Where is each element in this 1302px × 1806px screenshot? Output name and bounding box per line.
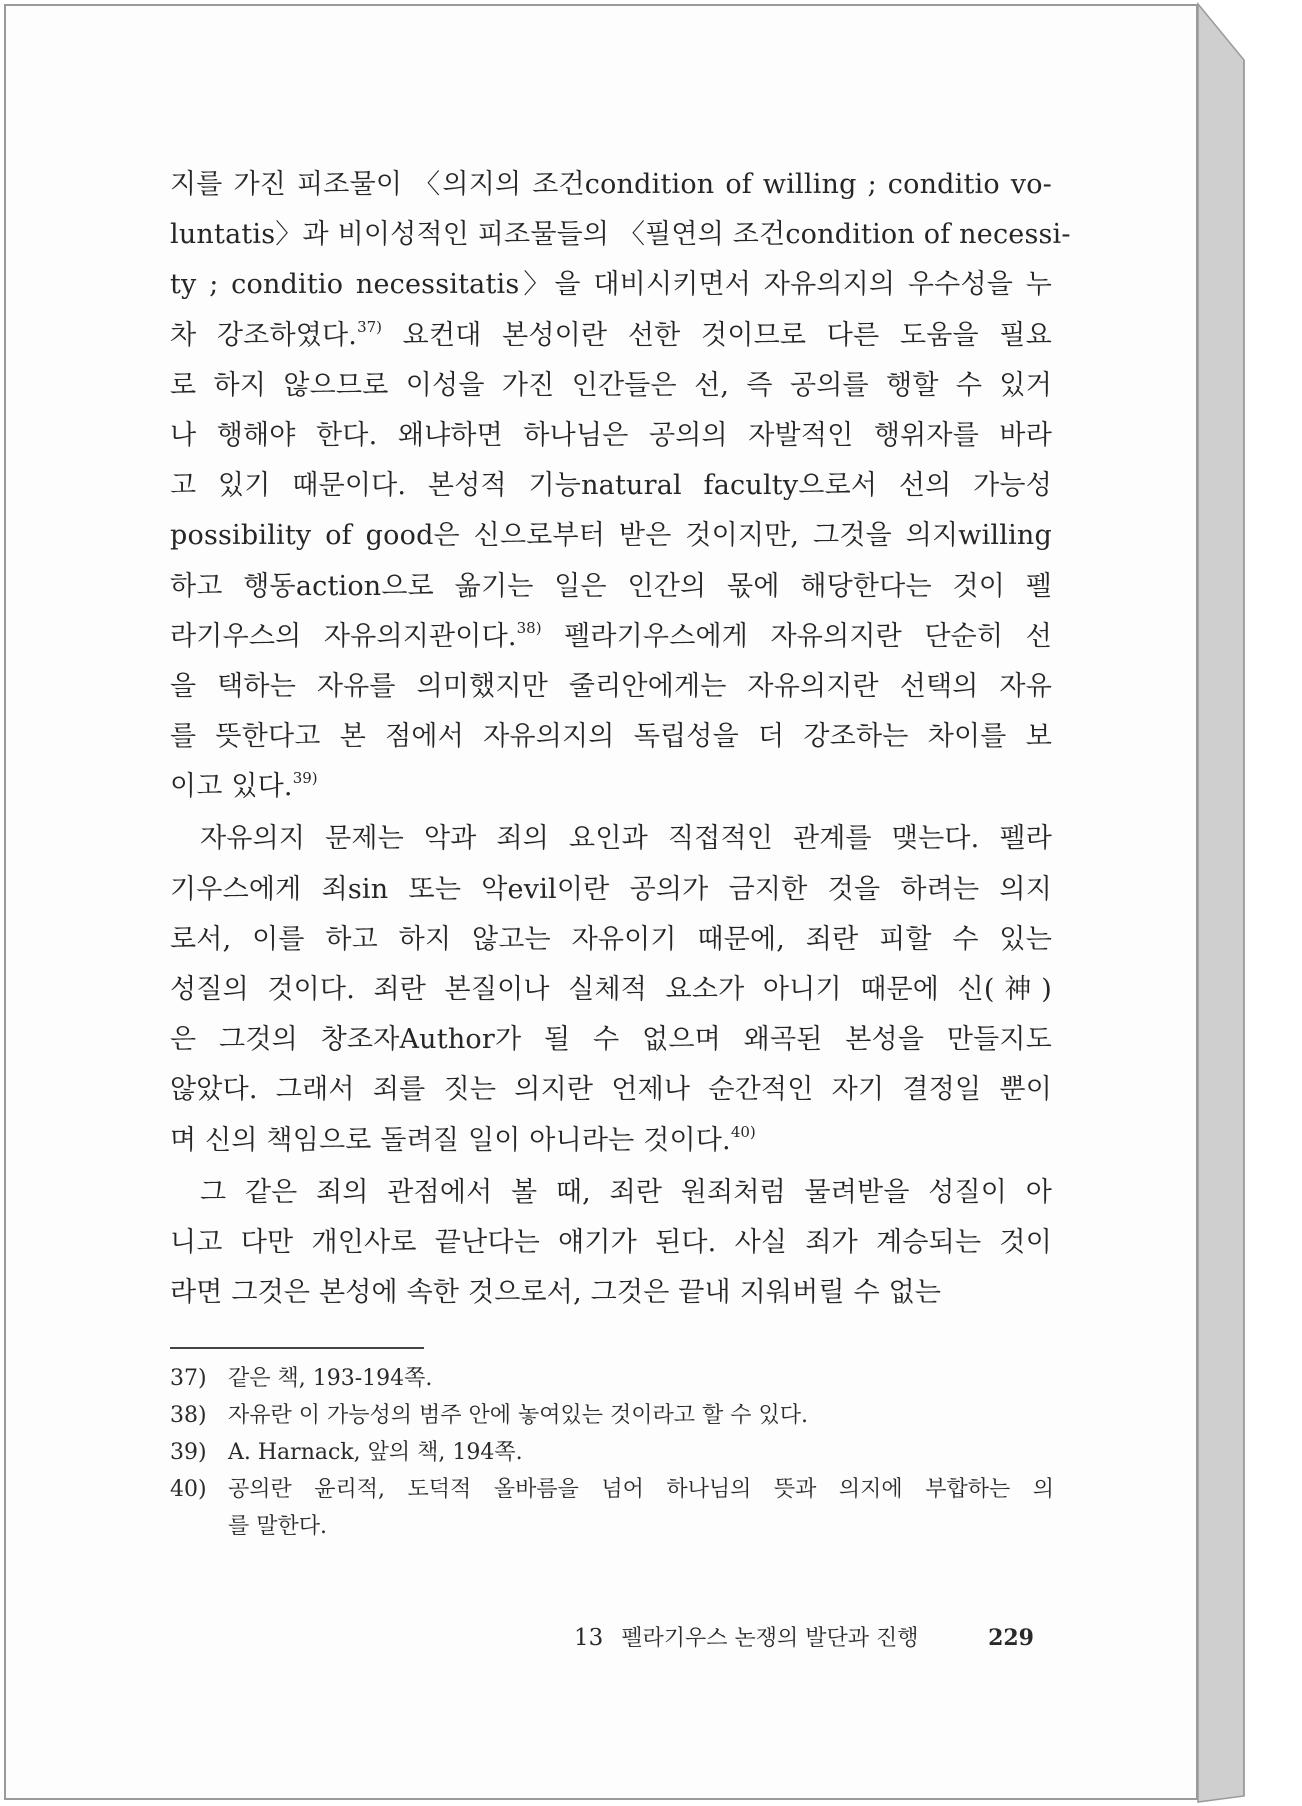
footnote-ref[interactable]: 39) [292,769,318,788]
footnotes [170,1360,1054,1545]
text-line: 기우스에게 죄sin 또는 악evil이란 공의가 금지한 것을 하려는 의지 [170,873,1052,905]
text-line: 성질의 것이다. 죄란 본질이나 실체적 요소가 아니기 때문에 신(神) [170,974,1052,1005]
footnote-text: 같은 책, 193-194쪽. [228,1366,433,1391]
footnote [170,1360,1054,1397]
text-line: 라기우스의 자유의지관이다.$^{38)}$ 펠라기우스에게 자유의지란 단순히 선 [170,618,1052,652]
text-line: 로서, 이를 하고 하지 않고는 자유이기 때문에, 죄란 피할 수 있는 [170,923,1052,955]
footnote-separator [170,1347,424,1349]
footnote-number: 38) [170,1403,207,1428]
text-line: 고 있기 때문이다. 본성적 기능natural faculty으로서 선의 가능성 [170,470,1052,502]
text-line: 니고 다만 개인사로 끝난다는 얘기가 된다. 사실 죄가 계승되는 것이 [170,1226,1052,1258]
footnote-text: 자유란 이 가능성의 범주 안에 놓여있는 것이라고 할 수 있다. [228,1403,808,1428]
running-footer [574,1621,1034,1652]
body-text [170,160,1071,1318]
text-line: 그 같은 죄의 관점에서 볼 때, 죄란 원죄처럼 물려받을 성질이 아 [200,1176,1052,1208]
footnote [170,1434,1054,1471]
chapter-title: 펠라기우스 논쟁의 발단과 진행 [621,1626,919,1651]
text-line: 은 그것의 창조자Author가 될 수 없으며 왜곡된 본성을 만들지도 [170,1024,1052,1056]
text-line: 나 행해야 한다. 왜냐하면 하나님은 공의의 자발적인 행위자를 바라 [170,419,1052,451]
text-line: 자유의지 문제는 악과 죄의 요인과 직접적인 관계를 맺는다. 펠라 [200,823,1052,855]
footnote-number: 39) [170,1440,207,1465]
footnote [170,1471,1054,1545]
footnote [170,1397,1054,1434]
text-line: 차 강조하였다.$^{37)}$ 요컨대 본성이란 선한 것이므로 다른 도움을 필요 [170,317,1052,351]
text-line: 않았다. 그래서 죄를 짓는 의지란 언제나 순간적인 자기 결정일 뿐이 [170,1074,1052,1106]
paragraph [170,160,1071,812]
text-line: ty ; conditio necessitatis〉을 대비시키면서 자유의지의 우수성을 누 [170,269,1052,301]
text-line: 지를 가진 피조물이 〈의지의 조건condition of willing ; conditio vo- [170,169,1052,200]
footnote-text: A. Harnack, 앞의 책, 194쪽. [228,1440,523,1465]
text-line: 하고 행동action으로 옮기는 일은 인간의 몫에 해당한다는 것이 펠 [170,570,1052,602]
footnote-number: 40) [170,1477,207,1502]
footnote-ref[interactable]: 38) [516,618,542,637]
footnote-number: 37) [170,1366,207,1391]
text-line: 를 뜻한다고 본 점에서 자유의지의 독립성을 더 강조하는 차이를 보 [170,721,1052,753]
paragraph [170,1168,1052,1319]
page-number: 229 [988,1625,1034,1651]
footnote-ref[interactable]: 40) [730,1122,756,1141]
text-line: 이고 있다.$^{39)}$ [170,769,318,803]
text-line: luntatis〉과 비이성적인 피조물들의 〈필연의 조건condition of necessi- [170,219,1071,251]
text-line: possibility of good은 신으로부터 받은 것이지만, 그것을 의지willing [170,520,1052,552]
chapter-number: 13 [574,1625,604,1651]
text-line: 며 신의 책임으로 돌려질 일이 아니라는 것이다.$^{40)}$ [170,1122,756,1156]
footnote-text: 공의란 윤리적, 도덕적 올바름을 넘어 하나님의 뜻과 의지에 부합하는 의 를 말한다. [228,1477,1054,1539]
footnote-ref[interactable]: 37) [357,317,383,336]
paragraph [170,814,1052,1165]
text-line: 로 하지 않으므로 이성을 가진 인간들은 선, 즉 공의를 행할 수 있거 [170,369,1052,401]
text-line: 라면 그것은 본성에 속한 것으로서, 그것은 끝내 지워버릴 수 없는 [170,1277,942,1309]
text-line: 을 택하는 자유를 의미했지만 줄리안에게는 자유의지란 선택의 자유 [170,670,1052,702]
